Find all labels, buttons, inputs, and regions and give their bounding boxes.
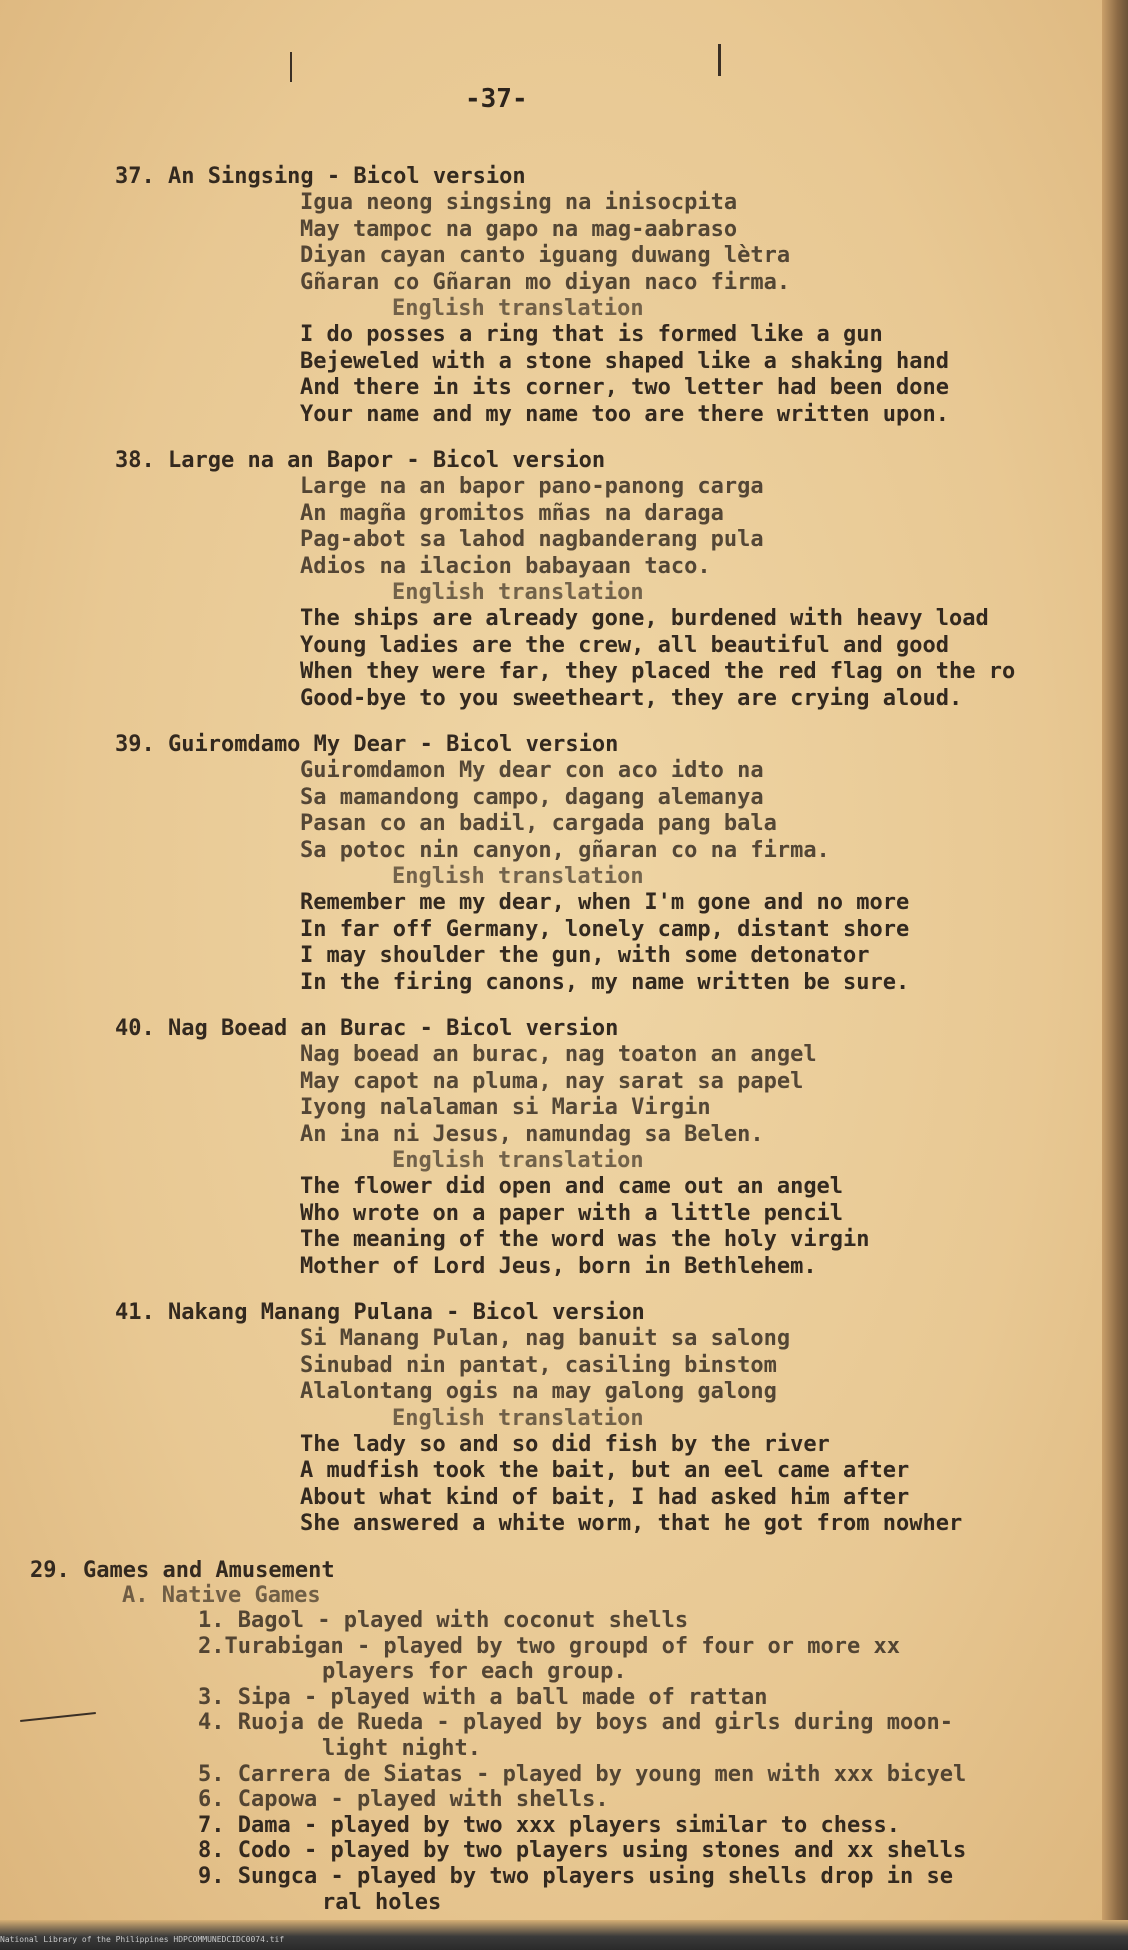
page-number: -37- [465,84,528,114]
translation-label: English translation [392,1405,644,1431]
song-heading: 37. An Singsing - Bicol version [115,164,526,189]
translated-verse-line: I may shoulder the gun, with some detonator [300,943,870,969]
game-item: 8. Codo - played by two players using stones and xx shells [198,1838,967,1864]
translated-verse-line: I do posses a ring that is formed like a gun [300,322,883,348]
original-verse-line: Large na an bapor pano-panong carga [300,474,764,500]
translated-verse-line: A mudfish took the bait, but an eel came after [300,1458,910,1484]
original-verse-line: Guiromdamon My dear con aco idto na [300,758,764,784]
original-verse-line: Pasan co an badil, cargada pang bala [300,811,777,837]
original-verse-line: Nag boead an burac, nag toaton an angel [300,1042,817,1068]
translated-verse-line: She answered a white worm, that he got from nowher [300,1511,963,1537]
game-item-continuation: light night. [322,1736,481,1761]
game-item-continuation: players for each group. [322,1659,627,1685]
original-verse-line: An magña gromitos mñas na daraga [300,500,724,526]
original-verse-line: Sa potoc nin canyon, gñaran co na firma. [300,837,830,863]
original-verse-line: May capot na pluma, nay sarat sa papel [300,1068,804,1094]
translated-verse-line: Mother of Lord Jeus, born in Bethlehem. [300,1253,817,1279]
translation-label: English translation [392,296,644,321]
original-verse-line: An ina ni Jesus, namundag sa Belen. [300,1121,764,1147]
game-item: 9. Sungca - played by two players using shells drop in se [198,1864,953,1889]
original-verse-line: Adios na ilacion babayaan taco. [300,553,711,579]
original-verse-line: Diyan cayan canto iguang duwang lètra [300,243,791,269]
game-item: 3. Sipa - played with a ball made of rattan [198,1684,768,1710]
game-item-continuation: ral holes [322,1889,442,1915]
translation-label: English translation [392,580,644,605]
subsection-heading: A. Native Games [122,1583,321,1608]
original-verse-line: Pag-abot sa lahod nagbanderang pula [300,527,764,553]
translated-verse-line: The meaning of the word was the holy virgin [300,1227,870,1253]
original-verse-line: Iyong nalalaman si Maria Virgin [300,1095,711,1121]
translated-verse-line: And there in its corner, two letter had been done [300,375,950,401]
game-item: 2.Turabigan - played by two groupd of four or more xx [198,1633,900,1659]
translated-verse-line: Young ladies are the crew, all beautiful and good [300,632,950,658]
game-item: 7. Dama - played by two xxx players similar to chess. [198,1812,900,1838]
song-heading: 40. Nag Boead an Burac - Bicol version [115,1016,619,1041]
translation-label: English translation [392,1148,644,1173]
translated-verse-line: In the firing canons, my name written be sure. [300,969,910,995]
pencil-stroke-margin [20,1712,96,1722]
game-item: 1. Bagol - played with coconut shells [198,1608,689,1633]
original-verse-line: Gñaran co Gñaran mo diyan naco firma. [300,269,791,295]
song-heading: 38. Large na an Bapor - Bicol version [115,448,606,473]
translation-label: English translation [392,864,644,889]
translated-verse-line: When they were far, they placed the red flag on the ro [300,659,1016,685]
translated-verse-line: In far off Germany, lonely camp, distant shore [300,916,910,942]
song-heading: 39. Guiromdamo My Dear - Bicol version [115,732,619,757]
game-item: 6. Capowa - played with shells. [198,1787,609,1813]
game-item: 5. Carrera de Siatas - played by young men with xxx bicyel [198,1761,967,1787]
original-verse-line: Si Manang Pulan, nag banuit sa salong [300,1326,791,1352]
original-verse-line: May tampoc na gapo na mag-aabraso [300,216,738,242]
translated-verse-line: Your name and my name too are there written upon. [300,401,950,427]
page-right-edge-shadow [1102,0,1128,1950]
section-heading: 29. Games and Amusement [30,1558,335,1583]
translated-verse-line: The ships are already gone, burdened with heavy load [300,606,989,632]
song-heading: 41. Nakang Manang Pulana - Bicol version [115,1300,645,1325]
original-verse-line: Sa mamandong campo, dagang alemanya [300,784,764,810]
translated-verse-line: The flower did open and came out an angel [300,1174,844,1200]
translated-verse-line: Good-bye to you sweetheart, they are crying aloud. [300,685,963,711]
punch-mark-right [718,44,721,76]
archive-footer: National Library of the Philippines HDPCOMMUNEDCIDC0074.tif [0,1935,285,1944]
original-verse-line: Sinubad nin pantat, casiling binstom [300,1352,777,1378]
translated-verse-line: The lady so and so did fish by the river [300,1432,830,1457]
game-item: 4. Ruoja de Rueda - played by boys and girls during moon- [198,1710,953,1736]
translated-verse-line: Remember me my dear, when I'm gone and no more [300,890,910,916]
translated-verse-line: About what kind of bait, I had asked him after [300,1484,910,1510]
translated-verse-line: Who wrote on a paper with a little pencil [300,1200,844,1226]
original-verse-line: Alalontang ogis na may galong galong [300,1379,777,1405]
original-verse-line: Igua neong singsing na inisocpita [300,190,738,216]
punch-mark-left [290,52,292,82]
translated-verse-line: Bejeweled with a stone shaped like a shaking hand [300,348,950,374]
